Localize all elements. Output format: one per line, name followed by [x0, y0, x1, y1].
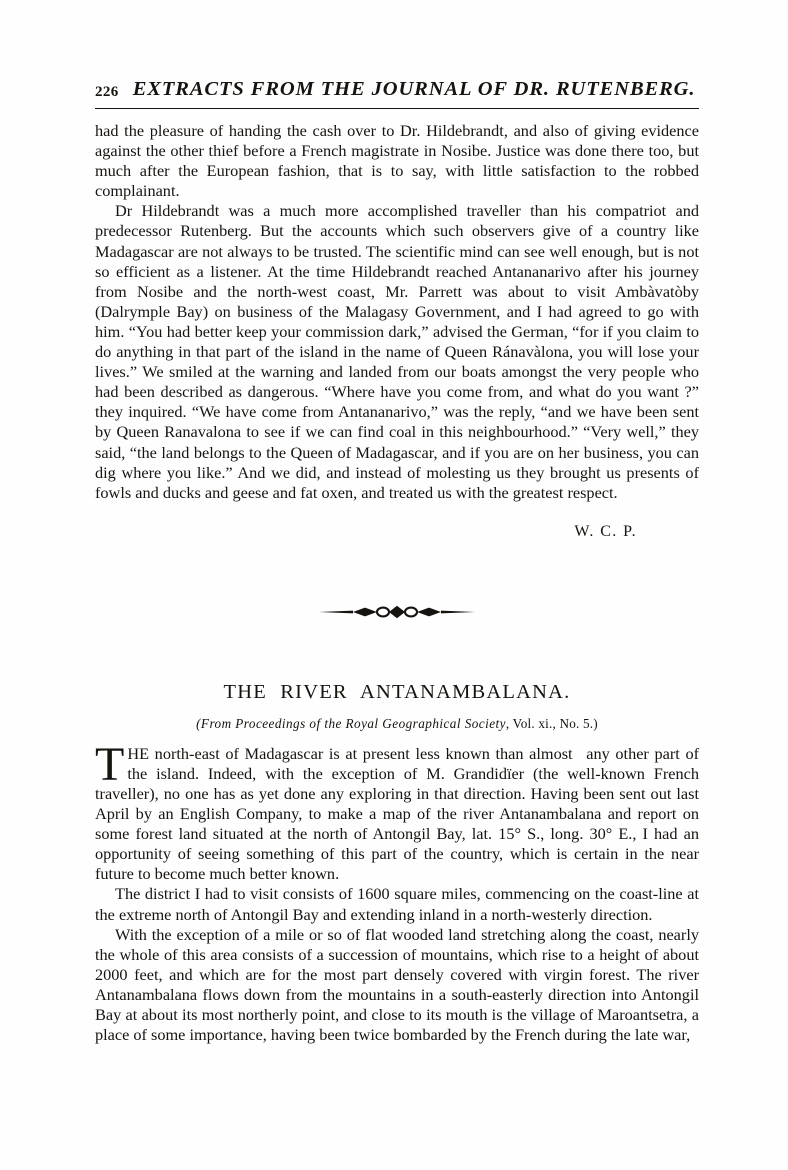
- paragraph: With the exception of a mile or so of flat wooded land stretching along the coast, nearly the whole of this area consists of a succession of mountains, which rise to a height of about 2000 feet, and which are for the most part densely covered with virgin forest. The river Antanambalana flows down from the mountains in a south-easterly direction into Antongil Bay at about its most northerly point, and close to its mouth is the village of Maroantsetra, a place of some importance, having been twice bombarded by the French during the late war,: [95, 924, 699, 1045]
- drop-cap: T: [95, 737, 125, 791]
- source-italic: (From Proceedings of the Royal Geographical Society: [196, 715, 506, 731]
- page-number: 226: [95, 84, 119, 100]
- paragraph: The district I had to visit consists of 1600 square miles, commencing on the coast-line at the extreme north of Antongil Bay and extending inland in a north-westerly direction.: [95, 884, 699, 924]
- lead-line-two: any other part of the island. Indeed, with the exception of: [127, 743, 700, 783]
- lead-remainder: M. Grandidïer (the well-known French traveller), no one has as yet done any exploring in that direction. Having been sent out last April by an English Company, to make a map of the river Antanambalana and report on some forest land situated at the north of Antongil Bay, lat. 15° S., long. 30° E., I had an opportunity of seeing something of this part of the country, which is certain in the near future to become much better known.: [95, 763, 699, 884]
- article-two-body: [95, 884, 699, 1045]
- section-title: THE RIVER ANTANAMBALANA.: [223, 680, 571, 703]
- section-divider: [95, 603, 699, 621]
- header-rule: [95, 108, 699, 109]
- source-roman: , Vol. xi., No. 5.): [505, 715, 598, 731]
- running-head-title: EXTRACTS FROM THE JOURNAL OF DR. RUTENBERG.: [132, 78, 696, 100]
- article-two-lead: [95, 737, 700, 885]
- article-one-body: [95, 121, 699, 503]
- section-source-note: [95, 716, 699, 732]
- paragraph: Dr Hildebrandt was a much more accomplished traveller than his compatriot and predecessor Rutenberg. But the accounts which such observers give of a country like Madagascar are not always to be trusted. The scientific mind can see well enough, but is not so efficient as a listener. At the time Hildebrandt reached Antananarivo after his journey from Nosibe and the north-west coast, Mr. Parrett was about to visit Ambàvatòby (Dalrymple Bay) on business of the Malagasy Government, and I had agreed to go with him. “You had better keep your commission dark,” advised the German, “for if you claim to do anything in that part of the island in the name of Queen Ránavàlona, you will lose your lives.” We smiled at the warning and landed from our boats amongst the very people who had been described as dangerous. “Where have you come from, and what do you want ?” they inquired. “We have come from Antananarivo,” was the reply, “and we have been sent by Queen Ranavalona to see if we can find coal in this neighbourhood.” “Very well,” they said, “the land belongs to the Queen of Madagascar, and if you are on her business, you can dig where you like.” And we did, and instead of molesting us they brought us presents of fowls and ducks and geese and fat oxen, and treated us with the greatest respect.: [95, 201, 699, 502]
- paragraph: had the pleasure of handing the cash over to Dr. Hildebrandt, and also of giving evidence against the other thief before a French magistrate in Nosibe. Justice was done there too, but much after the European fashion, that is to say, with little satisfaction to the robbed complainant.: [95, 121, 699, 201]
- decorative-rule-ornament-icon: [317, 604, 477, 620]
- running-head: [95, 78, 699, 101]
- article-signature: W. C. P.: [574, 522, 637, 540]
- page-content: [95, 78, 699, 1045]
- lead-line-one: HE north-east of Madagascar is at present less known than almost: [127, 743, 573, 763]
- lead-paragraph: [95, 737, 700, 885]
